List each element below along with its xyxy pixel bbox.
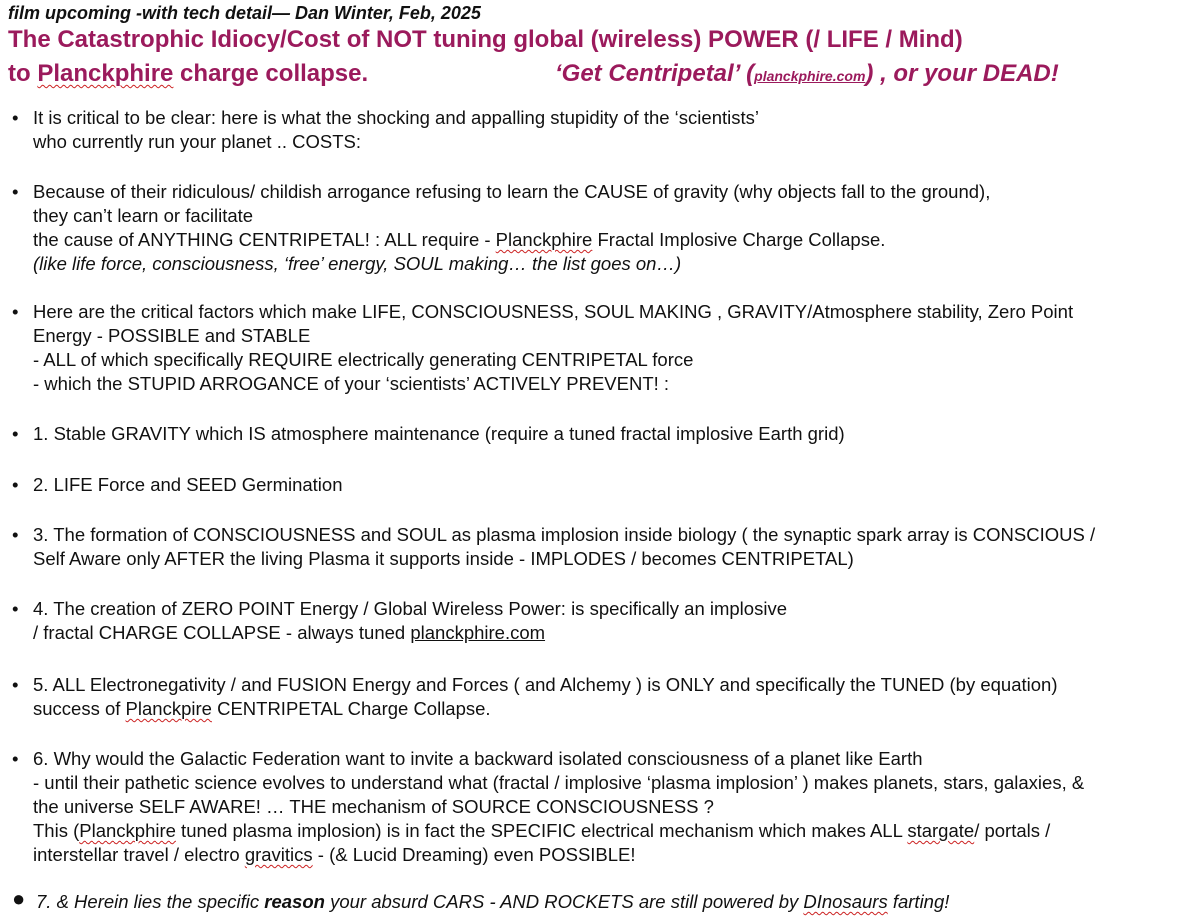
bullet-5-line-1: 2. LIFE Force and SEED Germination	[33, 474, 343, 495]
bullet-7-line-2: / fractal CHARGE COLLAPSE - always tuned planckphire.com	[33, 622, 546, 643]
bullet-3-line-4: - which the STUPID ARROGANCE of your ‘scientists’ ACTIVELY PREVENT! :	[33, 373, 670, 394]
bullet-9-line-3: the universe SELF AWARE! … THE mechanism of SOURCE CONSCIOUSNESS ?	[33, 796, 714, 817]
bullet-2-line-1: Because of their ridiculous/ childish arrogance refusing to learn the CAUSE of gravity (why objects fall to the ground),	[33, 181, 991, 202]
film-note: film upcoming -with tech detail— Dan Winter, Feb, 2025	[8, 3, 481, 23]
stargate-word: stargate	[907, 820, 975, 841]
bullet-9-line-4: This (Planckphire tuned plasma implosion) is in fact the SPECIFIC electrical mechanism which makes ALL stargate/ portals /	[33, 820, 1051, 841]
bullet-dot: •	[12, 524, 19, 545]
planckpire-word: Planckpire	[125, 698, 212, 719]
bullet-9-line-2: - until their pathetic science evolves to understand what (fractal / implosive ‘plasma implosion’ ) makes planets, stars, galaxies, &	[33, 772, 1085, 793]
gravitics-word: gravitics	[244, 844, 313, 865]
bullet-3-line-2: Energy - POSSIBLE and STABLE	[33, 325, 311, 346]
planckphire-word: Planckphire	[79, 820, 176, 841]
bullet-dot: •	[12, 181, 19, 202]
bullet-6-line-2: Self Aware only AFTER the living Plasma it supports inside - IMPLODES / becomes CENTRIPETAL)	[33, 548, 854, 569]
bullet-dot: •	[12, 674, 19, 695]
document-header	[8, 0, 481, 26]
title-line-2: to Planckphire charge collapse.	[8, 60, 369, 87]
bullet-dot: •	[12, 107, 19, 128]
bullet-3-line-3: - ALL of which specifically REQUIRE electrically generating CENTRIPETAL force	[33, 349, 694, 370]
bullet-4-line-1: 1. Stable GRAVITY which IS atmosphere maintenance (require a tuned fractal implosive Earth grid)	[33, 423, 845, 444]
bullet-1-line-1: It is critical to be clear: here is what the shocking and appalling stupidity of the ‘scientists’	[33, 107, 759, 128]
bullet-dot: •	[12, 474, 19, 495]
bullet-dot: •	[12, 748, 19, 769]
bullet-8-line-2: success of Planckpire CENTRIPETAL Charge Collapse.	[33, 698, 491, 719]
bullet-dot: •	[12, 598, 19, 619]
title-line-1: The Catastrophic Idiocy/Cost of NOT tuning global (wireless) POWER (/ LIFE / Mind)	[8, 26, 963, 53]
planckphire-word: Planckphire	[495, 229, 593, 250]
bullet-2-line-4: (like life force, consciousness, ‘free’ energy, SOUL making… the list goes on…)	[33, 253, 682, 274]
bullet-6-line-1: 3. The formation of CONSCIOUSNESS and SOUL as plasma implosion inside biology ( the synaptic spark array is CONSCIOUS /	[33, 524, 1096, 545]
planckphire-link[interactable]: planckphire.com	[754, 68, 866, 84]
bullet-2-line-2: they can’t learn or facilitate	[33, 205, 254, 226]
planckphire-word: Planckphire	[37, 60, 174, 87]
bullet-dot: ●	[12, 886, 26, 911]
bullet-3-line-1: Here are the critical factors which make LIFE, CONSCIOUSNESS, SOUL MAKING , GRAVITY/Atmosphere stability, Zero Point	[33, 301, 1074, 322]
bullet-9-line-1: 6. Why would the Galactic Federation want to invite a backward isolated consciousness of a planet like Earth	[33, 748, 923, 769]
bullet-10-line-1: 7. & Herein lies the specific reason your absurd CARS - AND ROCKETS are still powered by DInosaurs farting!	[36, 891, 950, 912]
bullet-7-line-1: 4. The creation of ZERO POINT Energy / Global Wireless Power: is specifically an implosive	[33, 598, 787, 619]
bullet-1-line-2: who currently run your planet .. COSTS:	[33, 131, 361, 152]
bullet-dot: •	[12, 423, 19, 444]
bullet-dot: •	[12, 301, 19, 322]
dinosaurs-word: DInosaurs	[803, 891, 888, 912]
bullet-8-line-1: 5. ALL Electronegativity / and FUSION Energy and Forces ( and Alchemy ) is ONLY and specifically the TUNED (by equation)	[33, 674, 1058, 695]
bullet-2-line-3: the cause of ANYTHING CENTRIPETAL! : ALL require - Planckphire Fractal Implosive Charge Collapse.	[33, 229, 886, 250]
planckphire-link[interactable]: planckphire.com	[410, 622, 546, 643]
slogan: ‘Get Centripetal’ (planckphire.com) , or your DEAD!	[555, 60, 1059, 87]
bullet-9-line-5: interstellar travel / electro gravitics - (& Lucid Dreaming) even POSSIBLE!	[33, 844, 636, 865]
